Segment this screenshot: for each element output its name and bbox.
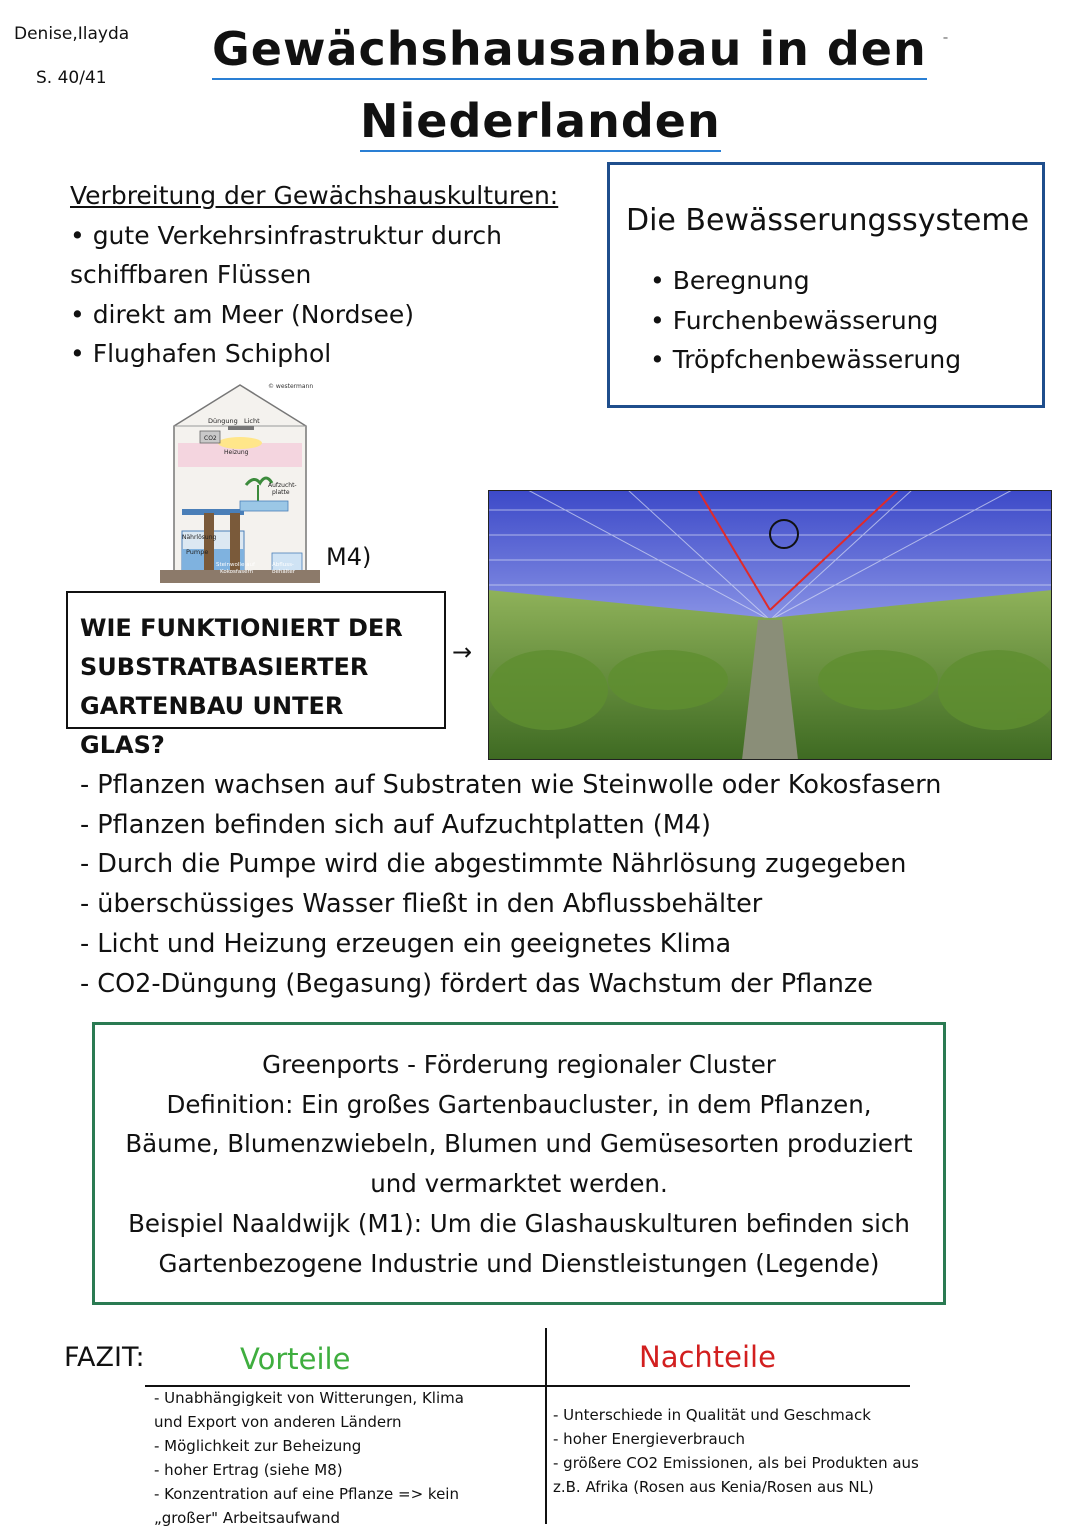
- question-line: GARTENBAU UNTER GLAS?: [80, 692, 344, 759]
- stray-mark: ˉ: [942, 36, 949, 52]
- nachteil-item: - größere CO2 Emissionen, als bei Produkten aus: [553, 1454, 919, 1472]
- diagram-copyright: © westermann: [268, 383, 314, 390]
- bewaesserung-item: • Tröpfchenbewässerung: [650, 345, 962, 374]
- verbreitung-item: schiffbaren Flüssen: [70, 260, 312, 289]
- vorteil-item: „großer" Arbeitsaufwand: [154, 1509, 341, 1527]
- greenhouse-diagram: [160, 381, 320, 583]
- page-title-line2: Niederlanden: [360, 94, 721, 152]
- diagram-label: behälter: [272, 569, 296, 575]
- verbreitung-section: [70, 176, 600, 374]
- diagram-label: Kokosfasern: [220, 569, 254, 575]
- verbreitung-item: • direkt am Meer (Nordsee): [70, 299, 415, 329]
- question-line: WIE FUNKTIONIERT DER: [80, 614, 403, 642]
- question-line: SUBSTRATBASIERTER: [80, 653, 369, 681]
- question-box: [66, 591, 446, 759]
- vorteile-heading: Vorteile: [240, 1342, 351, 1376]
- greenports-title: Greenports - Förderung regionaler Cluster: [262, 1050, 776, 1079]
- bewaesserung-box: [607, 162, 1045, 408]
- diagram-caption: M4): [326, 543, 372, 571]
- verbreitung-item: • gute Verkehrsinfrastruktur durch: [70, 220, 502, 250]
- bewaesserung-list: [650, 261, 961, 380]
- greenports-line: Definition: Ein großes Gartenbaucluster, in dem Pflanzen,: [166, 1089, 872, 1119]
- nachteil-item: z.B. Afrika (Rosen aus Kenia/Rosen aus NL): [553, 1478, 874, 1496]
- nachteil-item: - hoher Energieverbrauch: [553, 1430, 745, 1448]
- vorteil-item: - Möglichkeit zur Beheizung: [154, 1437, 362, 1455]
- bewaesserung-title: Die Bewässerungssysteme: [626, 203, 1030, 238]
- greenports-line: Bäume, Blumenzwiebeln, Blumen und Gemüsesorten produziert: [125, 1129, 913, 1159]
- fazit-divider-vertical: [545, 1328, 547, 1524]
- nachteile-list: [553, 1403, 973, 1499]
- fact-item: - Licht und Heizung erzeugen ein geeignetes Klima: [80, 928, 732, 959]
- vorteil-item: - Unabhängigkeit von Witterungen, Klima: [154, 1389, 464, 1407]
- fact-item: - CO2-Düngung (Begasung) fördert das Wachstum der Pflanze: [80, 968, 873, 999]
- diagram-label: Aufzucht-: [268, 482, 297, 489]
- greenports-line: und vermarktet werden.: [370, 1169, 668, 1199]
- arrow-right: →: [452, 638, 473, 666]
- verbreitung-heading: Verbreitung der Gewächshauskulturen:: [70, 181, 559, 210]
- diagram-label: Licht: [244, 417, 260, 425]
- diagram-label: Düngung: [208, 417, 238, 425]
- facts-list: [80, 766, 1070, 1004]
- diagram-label: Pumpe: [186, 548, 209, 556]
- greenhouse-photo: [488, 490, 1052, 760]
- diagram-label: CO2: [204, 435, 217, 442]
- greenports-line: Gartenbezogene Industrie und Dienstleistungen (Legende): [158, 1248, 880, 1278]
- greenports-line: Beispiel Naaldwijk (M1): Um die Glashauskulturen befinden sich: [128, 1208, 910, 1238]
- greenports-box: [92, 1022, 946, 1305]
- author-names: Denise,Ilayda: [14, 24, 130, 44]
- diagram-label: platte: [272, 489, 290, 496]
- bewaesserung-item: • Furchenbewässerung: [650, 305, 939, 335]
- diagram-label: Nährlösung: [182, 534, 217, 541]
- diagram-label: Abfluss-: [272, 562, 294, 568]
- fazit-label: FAZIT:: [64, 1342, 145, 1373]
- nachteile-heading: Nachteile: [639, 1340, 776, 1374]
- fact-item: - Pflanzen befinden sich auf Aufzuchtplatten (M4): [80, 809, 711, 840]
- diagram-label: Heizung: [224, 449, 249, 456]
- page-reference: S. 40/41: [36, 68, 107, 88]
- vorteil-item: - Konzentration auf eine Pflanze => kein: [154, 1485, 459, 1503]
- fact-item: - Pflanzen wachsen auf Substraten wie Steinwolle oder Kokosfasern: [80, 770, 942, 800]
- vorteil-item: - hoher Ertrag (siehe M8): [154, 1461, 343, 1479]
- vorteile-list: [154, 1386, 534, 1530]
- fact-item: - überschüssiges Wasser fließt in den Abflussbehälter: [80, 889, 763, 920]
- nachteil-item: - Unterschiede in Qualität und Geschmack: [553, 1406, 871, 1424]
- page-title-line1: Gewächshausanbau in den: [212, 22, 927, 80]
- verbreitung-item: • Flughafen Schiphol: [70, 339, 332, 368]
- diagram-label: Steinwolle auf: [216, 562, 255, 568]
- fact-item: - Durch die Pumpe wird die abgestimmte Nährlösung zugegeben: [80, 849, 907, 880]
- vorteil-item: und Export von anderen Ländern: [154, 1413, 402, 1431]
- bewaesserung-item: • Beregnung: [650, 266, 810, 295]
